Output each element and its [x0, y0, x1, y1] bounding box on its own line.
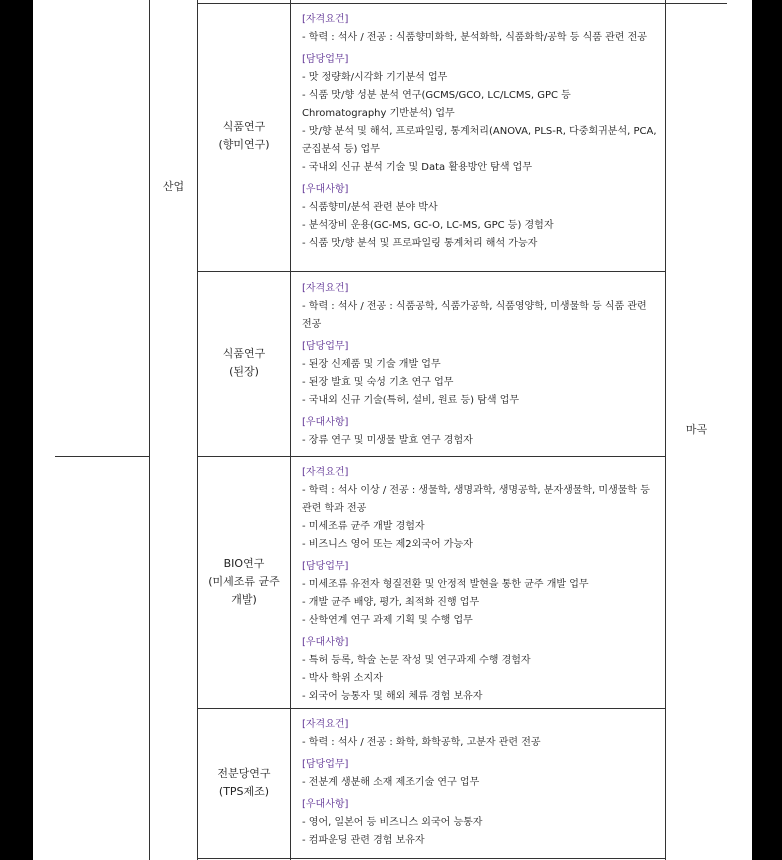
list-item: - 학력 : 석사 / 전공 : 화학, 화학공학, 고분자 관련 전공 — [302, 737, 541, 748]
list-item: - 영어, 일본어 등 비즈니스 외국어 능통자 — [302, 817, 483, 828]
vline-job-right — [290, 0, 291, 860]
requirements-heading: [자격요건] — [302, 14, 349, 25]
list-item: - 산학연계 연구 과제 기획 및 수행 업무 — [302, 615, 473, 626]
list-item: - 식품향미/분석 관련 분야 박사 — [302, 202, 438, 213]
job-cell-4 — [198, 765, 290, 801]
preferred-heading: [우대사항] — [302, 637, 349, 648]
preferred-heading: [우대사항] — [302, 417, 349, 428]
hline-row2 — [197, 456, 665, 457]
duties-heading: [담당업무] — [302, 341, 349, 352]
list-item: - 식품 맛/향 분석 및 프로파일링 통계처리 해석 가능자 — [302, 238, 538, 249]
vline-category-left — [149, 0, 150, 860]
list-item: - 장류 연구 및 미생물 발효 연구 경험자 — [302, 435, 473, 446]
detail-cell-4 — [302, 716, 657, 854]
list-item: - 미세조류 균주 개발 경험자 — [302, 521, 425, 532]
category-label: 산업 — [162, 180, 185, 193]
duties-heading: [담당업무] — [302, 759, 349, 770]
list-item: - 컴파운딩 관련 경험 보유자 — [302, 835, 425, 846]
job-cell-3 — [198, 555, 290, 609]
list-item: - 박사 학위 소지자 — [302, 673, 383, 684]
preferred-heading: [우대사항] — [302, 184, 349, 195]
location-label: 마곡 — [685, 423, 708, 436]
list-item: - 국내외 신규 기술(특허, 설비, 원료 등) 탐색 업무 — [302, 395, 520, 406]
list-item: - 전분계 생분해 소재 제조기술 연구 업무 — [302, 777, 480, 788]
list-item: - 된장 신제품 및 기술 개발 업무 — [302, 359, 441, 370]
job-cell-1 — [198, 118, 290, 154]
hline-row1 — [197, 271, 665, 272]
job-subtitle: (된장) — [229, 365, 259, 378]
list-item: - 맛 정량화/시각화 기기분석 업무 — [302, 72, 448, 83]
location-cell — [666, 421, 727, 439]
requirements-heading: [자격요건] — [302, 719, 349, 730]
detail-cell-1 — [302, 11, 657, 257]
requirements-heading: [자격요건] — [302, 283, 349, 294]
list-item: - 학력 : 석사 / 전공 : 식품공학, 식품가공학, 식품영양학, 미생물학 등 식품 관련 전공 — [302, 301, 647, 330]
duties-heading: [담당업무] — [302, 561, 349, 572]
job-title: 전분당연구 — [217, 767, 271, 780]
hline-left — [55, 456, 149, 457]
job-title: 식품연구 — [222, 347, 266, 360]
job-subtitle: (TPS제조) — [218, 785, 270, 798]
duties-heading: [담당업무] — [302, 54, 349, 65]
list-item: - 외국어 능통자 및 해외 체류 경험 보유자 — [302, 691, 483, 702]
list-item: - 분석장비 운용(GC-MS, GC-O, LC-MS, GPC 등) 경험자 — [302, 220, 554, 231]
detail-cell-2 — [302, 280, 657, 454]
job-subtitle: (향미연구) — [218, 138, 270, 151]
job-cell-2 — [198, 345, 290, 381]
preferred-heading: [우대사항] — [302, 799, 349, 810]
detail-cell-3 — [302, 464, 657, 710]
job-subtitle: 개발) — [231, 593, 257, 606]
job-subtitle: (미세조류 균주 — [208, 575, 280, 588]
list-item: - 개발 균주 배양, 평가, 최적화 진행 업무 — [302, 597, 480, 608]
list-item: - 미세조류 유전자 형질전환 및 안정적 발현을 통한 균주 개발 업무 — [302, 579, 589, 590]
list-item: - 맛/향 분석 및 해석, 프로파일링, 통계처리(ANOVA, PLS-R, 다중회귀분석, PCA, 군집분석 등) 업무 — [302, 126, 657, 155]
hline-bottom — [197, 858, 665, 859]
hline-top — [197, 3, 727, 4]
list-item: - 학력 : 석사 / 전공 : 식품향미화학, 분석화학, 식품화학/공학 등 식품 관련 전공 — [302, 32, 647, 43]
list-item: - 특허 등록, 학술 논문 작성 및 연구과제 수행 경험자 — [302, 655, 531, 666]
requirements-heading: [자격요건] — [302, 467, 349, 478]
list-item: - 된장 발효 및 숙성 기초 연구 업무 — [302, 377, 454, 388]
list-item: - 학력 : 석사 이상 / 전공 : 생물학, 생명과학, 생명공학, 분자생물학, 미생물학 등 관련 학과 전공 — [302, 485, 650, 514]
list-item: - 비즈니스 영어 또는 제2외국어 가능자 — [302, 539, 473, 550]
list-item: - 식품 맛/향 성분 분석 연구(GCMS/GCO, LC/LCMS, GPC 등 Chromatography 기반분석) 업무 — [302, 90, 571, 119]
category-cell — [150, 178, 197, 196]
list-item: - 국내외 신규 분석 기술 및 Data 활용방안 탐색 업무 — [302, 162, 532, 173]
job-title: 식품연구 — [222, 120, 266, 133]
job-title: BIO연구 — [223, 557, 265, 570]
